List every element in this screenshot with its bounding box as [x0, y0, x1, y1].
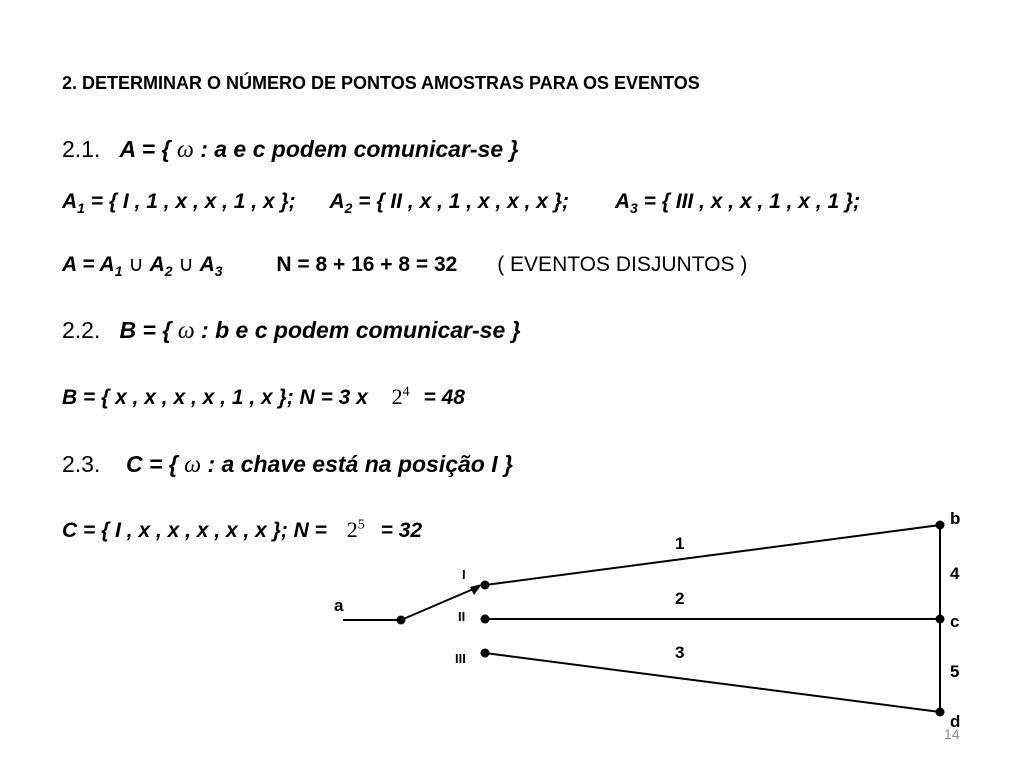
- union-expression: $A = A_1$ ∪ $A_2$ ∪ $A_3$: [62, 253, 223, 280]
- a2-definition: $A_2$ = { II , x , 1 , x , x , x };: [329, 190, 569, 217]
- branch-1-line: [485, 525, 940, 585]
- node-d-label: d: [950, 712, 961, 731]
- disjoint-note: ( EVENTOS DISJUNTOS ): [497, 253, 748, 276]
- switch-1-label: I: [462, 567, 466, 582]
- omega-symbol: ω: [184, 452, 202, 478]
- count-c: = 32: [380, 519, 423, 542]
- branch-3-line: [485, 653, 940, 712]
- edge-5-label: 5: [950, 662, 960, 681]
- section-number: 2.2.: [62, 317, 101, 343]
- event-c-condition: : a chave está na posição I }: [201, 451, 513, 477]
- a1-definition: $A_1$ = { I , 1 , x , x , 1 , x };: [62, 190, 296, 217]
- omega-symbol: ω: [177, 318, 195, 344]
- switch-lever: [401, 587, 478, 620]
- section-number: 2.3.: [62, 451, 101, 477]
- power-2-5: $2^5$: [346, 517, 365, 542]
- event-b-definition: B = { x , x , x , x , 1 , x }; N = 3 x: [62, 386, 368, 409]
- node-a-dot: [397, 616, 406, 625]
- edge-3-label: 3: [675, 643, 685, 662]
- event-b-open: B = {: [119, 317, 178, 343]
- count-b: = 48: [423, 386, 465, 409]
- power-2-4: $2^4$: [391, 384, 410, 409]
- switch-2-dot: [481, 615, 490, 624]
- event-c-definition: C = { I , x , x , x , x , x }; N =: [62, 519, 327, 542]
- switch-1-dot: [481, 581, 490, 590]
- page-number: 14: [944, 726, 960, 742]
- node-b-dot: [936, 521, 945, 530]
- count-a: N = 8 + 16 + 8 = 32: [276, 253, 458, 276]
- node-d-dot: [936, 708, 945, 717]
- switch-2-label: II: [458, 609, 466, 624]
- edge-1-label: 1: [675, 534, 685, 553]
- switch-3-label: III: [455, 651, 466, 666]
- a3-definition: $A_3$ = { III , x , x , 1 , x , 1 };: [614, 190, 861, 217]
- node-a-label: a: [334, 596, 344, 615]
- section-number: 2.1.: [62, 136, 101, 162]
- event-a-open: A = {: [119, 136, 177, 162]
- node-b-label: b: [950, 509, 961, 528]
- slide-heading: 2. DETERMINAR O NÚMERO DE PONTOS AMOSTRAS PARA OS EVENTOS: [62, 73, 700, 93]
- edge-2-label: 2: [675, 589, 685, 608]
- omega-symbol: ω: [176, 137, 194, 163]
- event-a-condition: : a e c podem comunicar-se }: [193, 136, 519, 162]
- node-c-label: c: [950, 612, 960, 631]
- switch-3-dot: [481, 649, 490, 658]
- edge-4-label: 4: [950, 564, 960, 583]
- node-c-dot: [936, 615, 945, 624]
- switch-arrowhead: [470, 584, 482, 595]
- event-c-open: C = {: [125, 451, 185, 477]
- event-b-condition: : b e c podem comunicar-se }: [194, 317, 521, 343]
